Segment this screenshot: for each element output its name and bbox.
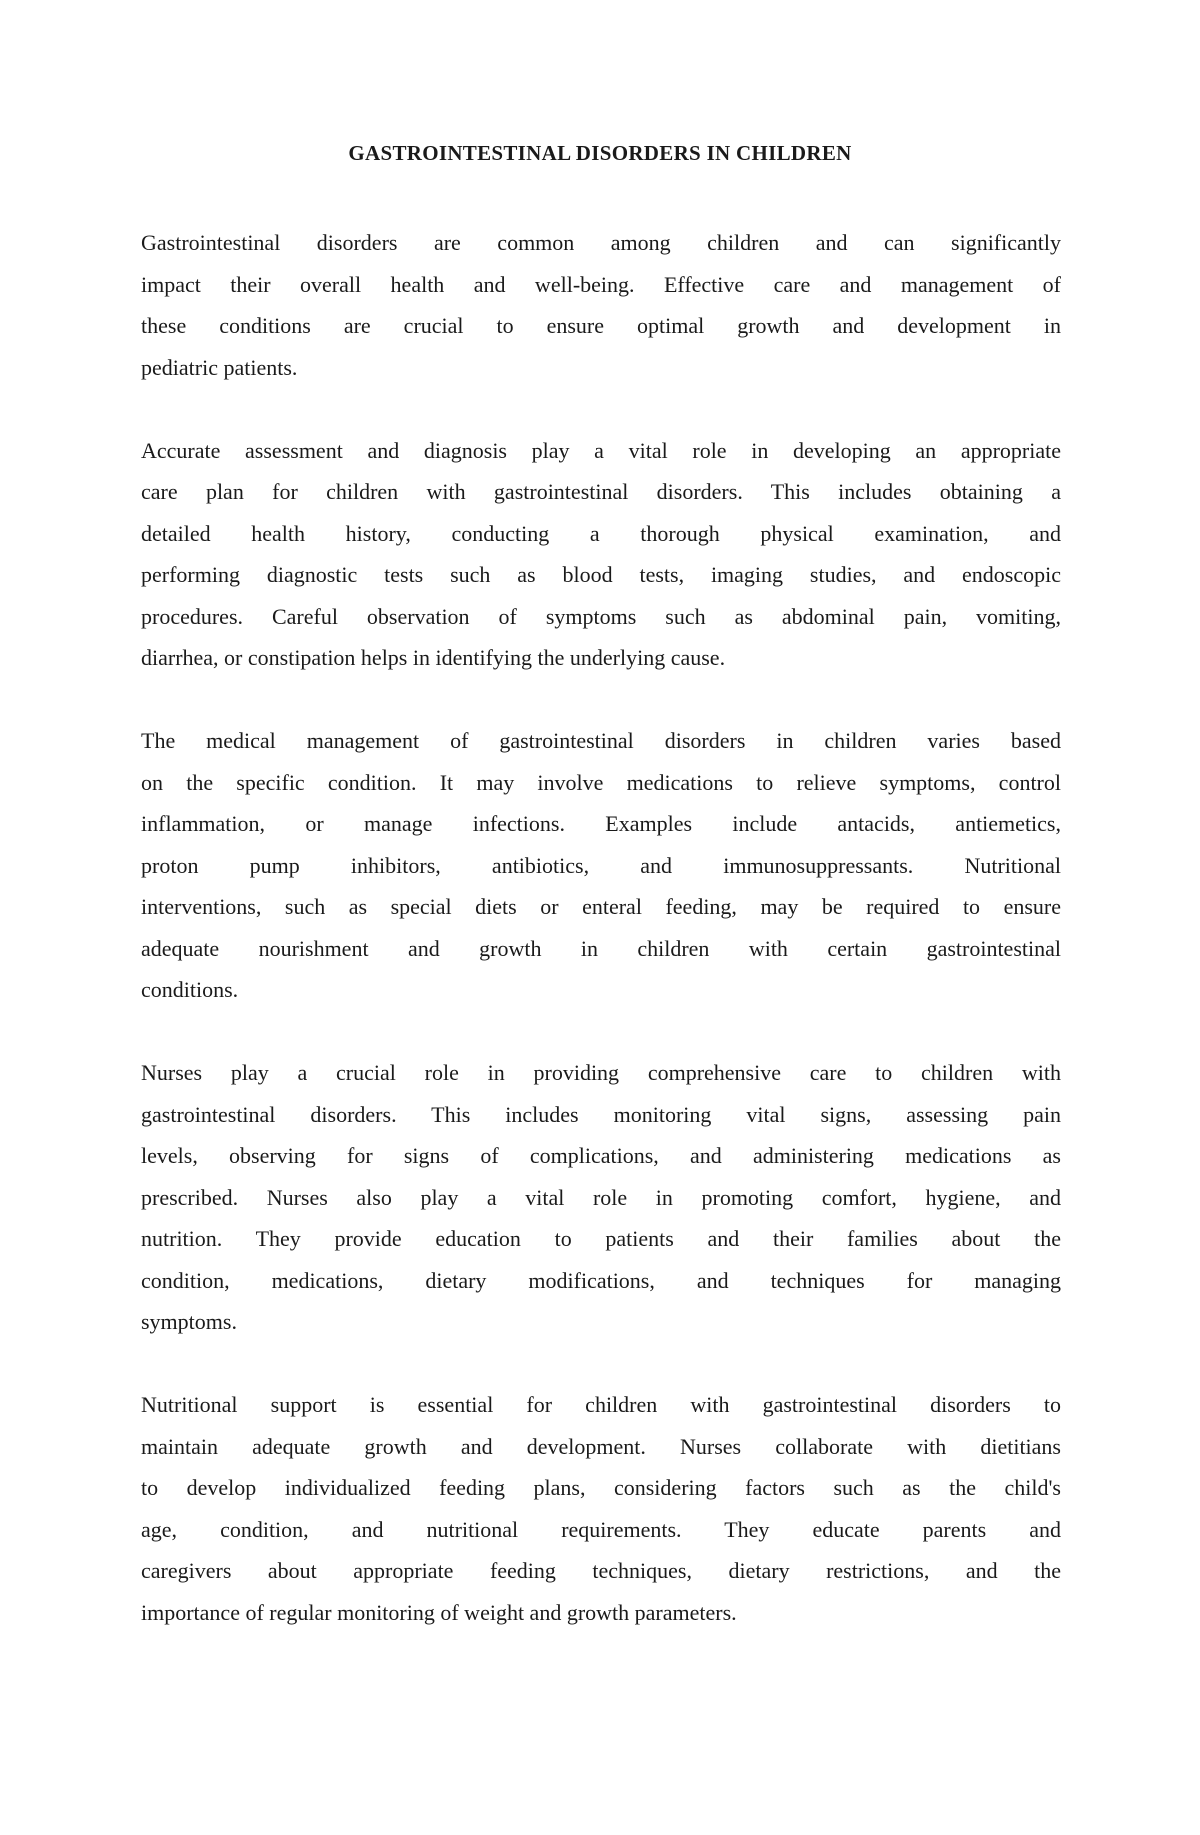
paragraph-line: conditions. (141, 977, 239, 1002)
document-body (141, 222, 1061, 1675)
paragraph-line: condition, medications, dietary modifications, and techniques for managing (141, 1267, 1061, 1293)
paragraph-line: diarrhea, or constipation helps in identifying the underlying cause. (141, 645, 726, 670)
paragraph-line: these conditions are crucial to ensure optimal growth and development in (141, 313, 1061, 338)
paragraph-line: care plan for children with gastrointestinal disorders. This includes obtaining a (141, 479, 1061, 504)
paragraph-line: on the specific condition. It may involve medications to relieve symptoms, control (141, 769, 1061, 795)
paragraph-line: performing diagnostic tests such as blood tests, imaging studies, and endoscopic (141, 562, 1061, 587)
paragraph-line: interventions, such as special diets or enteral feeding, may be required to ensure (141, 894, 1061, 919)
paragraph-line: The medical management of gastrointestinal disorders in children varies based (141, 728, 1061, 753)
paragraph (141, 1384, 1061, 1633)
paragraph-line: proton pump inhibitors, antibiotics, and immunosuppressants. Nutritional (141, 852, 1061, 878)
document-title: GASTROINTESTINAL DISORDERS IN CHILDREN (348, 141, 852, 165)
paragraph-line: Accurate assessment and diagnosis play a vital role in developing an appropriate (141, 437, 1061, 463)
paragraph-line: prescribed. Nurses also play a vital role in promoting comfort, hygiene, and (141, 1184, 1061, 1210)
paragraph (141, 1052, 1061, 1343)
paragraph-line: symptoms. (141, 1309, 237, 1334)
paragraph-line: impact their overall health and well-being. Effective care and management of (141, 271, 1061, 297)
paragraph-line: Nutritional support is essential for children with gastrointestinal disorders to (141, 1392, 1061, 1417)
paragraph (141, 430, 1061, 679)
paragraph-line: adequate nourishment and growth in children with certain gastrointestinal (141, 935, 1061, 961)
paragraph-line: procedures. Careful observation of symptoms such as abdominal pain, vomiting, (141, 603, 1061, 629)
paragraph (141, 720, 1061, 1011)
paragraph-line: Nurses play a crucial role in providing comprehensive care to children with (141, 1060, 1061, 1085)
paragraph-line: pediatric patients. (141, 354, 298, 380)
paragraph-line: age, condition, and nutritional requirements. They educate parents and (141, 1516, 1061, 1542)
paragraph-line: importance of regular monitoring of weight and growth parameters. (141, 1599, 737, 1625)
paragraph (141, 222, 1061, 388)
paragraph-line: levels, observing for signs of complications, and administering medications as (141, 1143, 1061, 1168)
paragraph-line: to develop individualized feeding plans, considering factors such as the child's (141, 1475, 1061, 1500)
paragraph-line: caregivers about appropriate feeding techniques, dietary restrictions, and the (141, 1558, 1061, 1583)
paragraph-line: maintain adequate growth and development. Nurses collaborate with dietitians (141, 1433, 1061, 1459)
paragraph-line: Gastrointestinal disorders are common among children and can significantly (141, 230, 1061, 255)
paragraph-line: inflammation, or manage infections. Examples include antacids, antiemetics, (141, 811, 1061, 836)
paragraph-line: gastrointestinal disorders. This includes monitoring vital signs, assessing pain (141, 1101, 1061, 1127)
paragraph-line: nutrition. They provide education to patients and their families about the (141, 1226, 1061, 1251)
paragraph-line: detailed health history, conducting a thorough physical examination, and (141, 520, 1061, 546)
